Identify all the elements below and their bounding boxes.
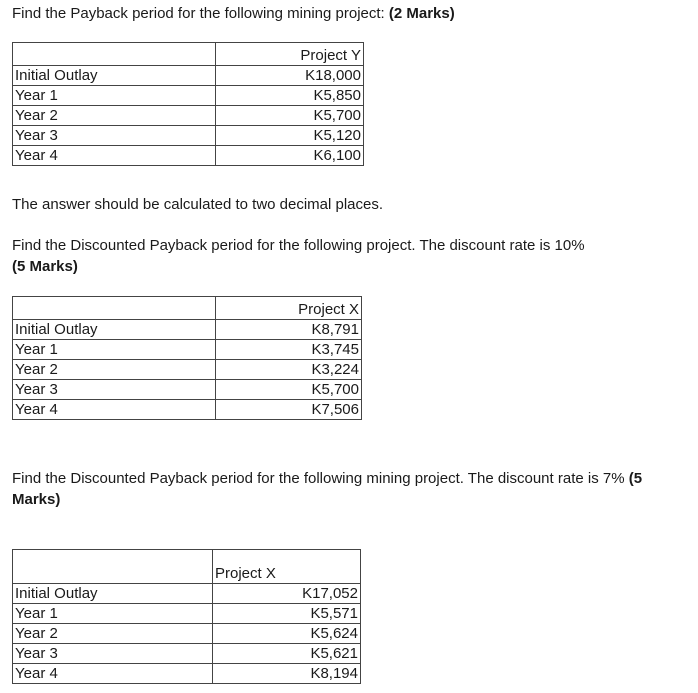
row-value: K5,571	[213, 604, 361, 624]
table-row	[13, 644, 361, 664]
row-label: Year 1	[13, 604, 213, 624]
row-label: Year 3	[13, 380, 216, 400]
table-row	[13, 320, 362, 340]
q2-prompt	[12, 235, 682, 277]
table-row	[13, 66, 364, 86]
q2-prompt-text: Find the Discounted Payback period for the following project. The discount rate is 10%	[12, 237, 585, 254]
row-value: K5,621	[213, 644, 361, 664]
header-blank-cell	[13, 43, 216, 66]
row-label: Year 2	[13, 106, 216, 126]
q1-cashflow-table	[12, 42, 364, 166]
row-label: Year 1	[13, 340, 216, 360]
table-row	[13, 146, 364, 166]
row-label: Initial Outlay	[13, 584, 213, 604]
row-value: K7,506	[216, 400, 362, 420]
row-label: Year 3	[13, 644, 213, 664]
row-value: K5,120	[216, 126, 364, 146]
table-row	[13, 126, 364, 146]
table-row	[13, 584, 361, 604]
row-label: Year 1	[13, 86, 216, 106]
table-row	[13, 380, 362, 400]
column-header: Project Y	[216, 43, 364, 66]
table-row	[13, 360, 362, 380]
table-row	[13, 106, 364, 126]
table-row	[13, 664, 361, 684]
q3-cashflow-table	[12, 549, 361, 684]
q1-note: The answer should be calculated to two decimal places.	[12, 196, 384, 213]
q2-marks: (5 Marks)	[12, 258, 78, 275]
q2-cashflow-table	[12, 296, 362, 420]
row-value: K5,700	[216, 380, 362, 400]
header-blank-cell	[13, 297, 216, 320]
header-blank-cell	[13, 550, 213, 584]
table-row	[13, 604, 361, 624]
row-label: Year 4	[13, 146, 216, 166]
table-header-row	[13, 550, 361, 584]
q1-marks: (2 Marks)	[388, 5, 455, 22]
table-row	[13, 86, 364, 106]
row-value: K3,224	[216, 360, 362, 380]
row-value: K18,000	[216, 66, 364, 86]
row-value: K17,052	[213, 584, 361, 604]
row-label: Year 3	[13, 126, 216, 146]
row-value: K8,791	[216, 320, 362, 340]
row-label: Year 2	[13, 360, 216, 380]
row-label: Initial Outlay	[13, 320, 216, 340]
row-value: K5,700	[216, 106, 364, 126]
table-header-row	[13, 43, 364, 66]
row-value: K3,745	[216, 340, 362, 360]
column-header: Project X	[216, 297, 362, 320]
q3-prompt-text: Find the Discounted Payback period for the following mining project. The discount rate is 7%	[12, 470, 629, 487]
row-label: Year 2	[13, 624, 213, 644]
q1-prompt-text: Find the Payback period for the following mining project:	[12, 5, 389, 22]
row-value: K5,850	[216, 86, 364, 106]
row-value: K8,194	[213, 664, 361, 684]
row-label: Year 4	[13, 400, 216, 420]
table-row	[13, 400, 362, 420]
q3-prompt	[12, 468, 688, 510]
table-header-row	[13, 297, 362, 320]
q3-marks: (5 Marks)	[12, 470, 643, 508]
row-label: Year 4	[13, 664, 213, 684]
row-value: K5,624	[213, 624, 361, 644]
table-row	[13, 340, 362, 360]
table-row	[13, 624, 361, 644]
q1-prompt	[12, 3, 455, 24]
row-label: Initial Outlay	[13, 66, 216, 86]
column-header: Project X	[213, 550, 361, 584]
row-value: K6,100	[216, 146, 364, 166]
